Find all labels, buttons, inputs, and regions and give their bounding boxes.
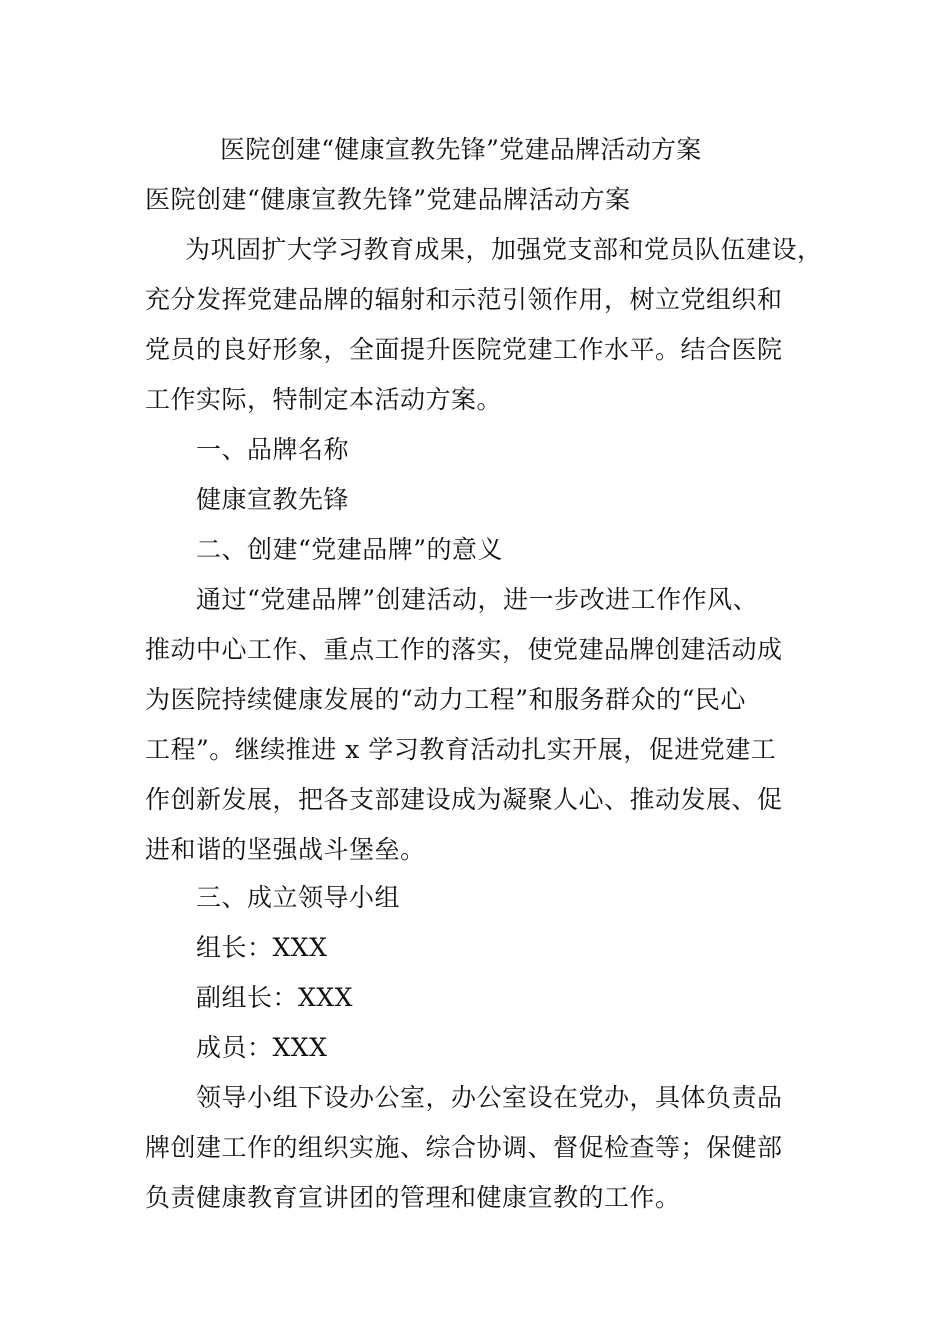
leader-line: 组长：XXX	[196, 933, 328, 962]
section-3-line-3: 负责健康教育宣讲团的管理和健康宣教的工作。	[145, 1183, 681, 1212]
intro-line-1: 为巩固扩大学习教育成果，加强党支部和党员队伍建设，	[185, 235, 823, 264]
section-2-line-2: 推动中心工作、重点工作的落实，使党建品牌创建活动成	[145, 635, 783, 664]
brand-name: 健康宣教先锋	[196, 485, 350, 514]
section-2-line-1: 通过“党建品牌”创建活动，进一步改进工作作风、	[196, 585, 759, 614]
section-2-line-5: 作创新发展，把各支部建设成为凝聚人心、推动发展、促	[145, 785, 783, 814]
members-line: 成员：XXX	[196, 1033, 328, 1062]
intro-line-2: 充分发挥党建品牌的辐射和示范引领作用，树立党组织和	[145, 285, 783, 314]
section-3-line-2: 牌创建工作的组织实施、综合协调、督促检查等；保健部	[145, 1133, 783, 1162]
section-1-heading: 一、品牌名称	[196, 435, 350, 464]
document-subtitle: 医院创建“健康宣教先锋”党建品牌活动方案	[145, 185, 631, 214]
section-2-line-6: 进和谐的坚强战斗堡垒。	[145, 835, 426, 864]
intro-line-3: 党员的良好形象，全面提升医院党建工作水平。结合医院	[145, 335, 783, 364]
intro-line-4: 工作实际，特制定本活动方案。	[145, 385, 503, 414]
section-2-heading: 二、创建“党建品牌”的意义	[196, 535, 504, 564]
document-title: 医院创建“健康宣教先锋”党建品牌活动方案	[220, 135, 702, 164]
deputy-leader-line: 副组长：XXX	[196, 983, 353, 1012]
section-3-heading: 三、成立领导小组	[196, 883, 401, 912]
section-2-line-3: 为医院持续健康发展的“动力工程”和服务群众的“民心	[145, 685, 746, 714]
section-3-line-1: 领导小组下设办公室，办公室设在党办，具体负责品	[196, 1083, 783, 1112]
section-2-line-4: 工程”。继续推进 x 学习教育活动扎实开展，促进党建工	[145, 735, 777, 764]
